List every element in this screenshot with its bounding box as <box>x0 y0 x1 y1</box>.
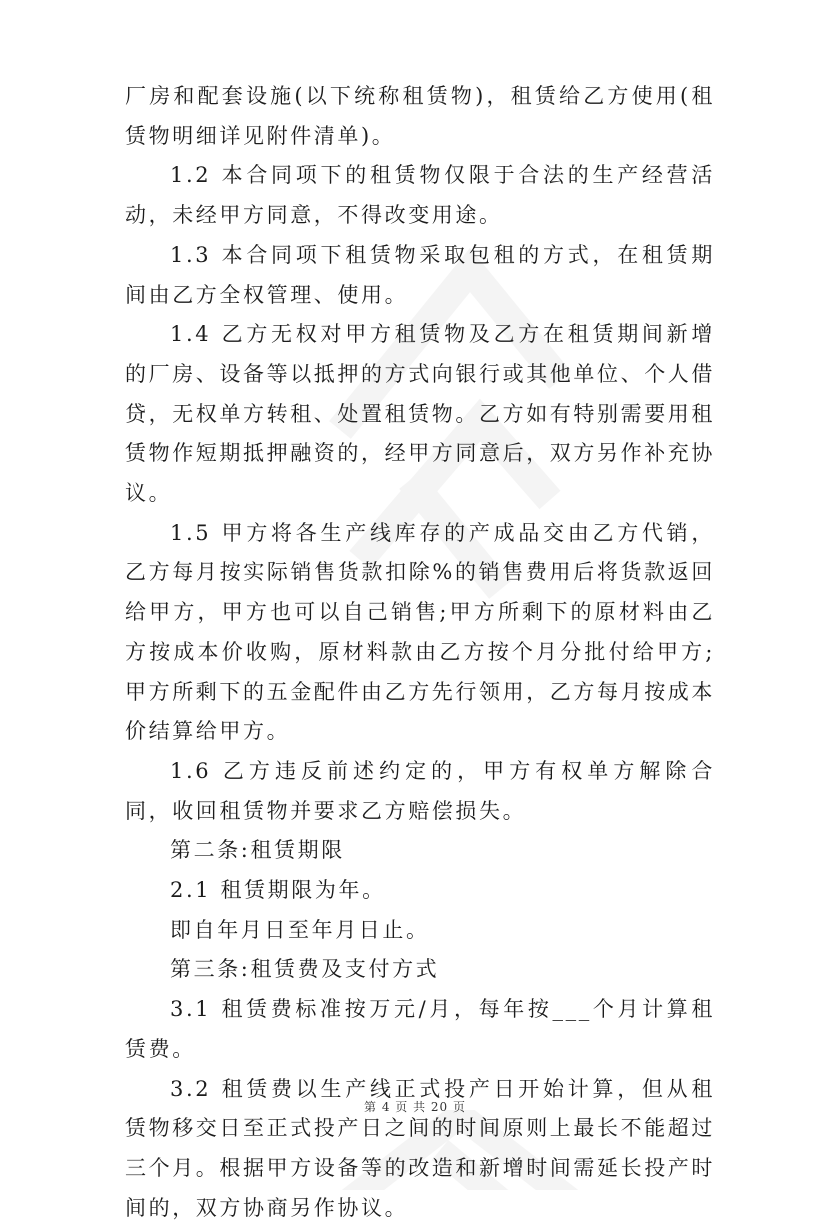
clause-3-2: 3.2 租赁费以生产线正式投产日开始计算，但从租赁物移交日至正式投产日之间的时间原则上最长不能超过三个月。根据甲方设备等的改造和新增时间需延长投产时间的，双方协商另作协议。 <box>125 1076 715 1220</box>
document-body <box>125 77 715 1228</box>
clause-1-5: 1.5 甲方将各生产线库存的产成品交由乙方代销，乙方每月按实际销售货款扣除%的销售费用后将货款返回给甲方，甲方也可以自己销售;甲方所剩下的原材料由乙方按成本价收购，原材料款由乙方按个月分批付给甲方;甲方所剩下的五金配件由乙方先行领用，乙方每月按成本价结算给甲方。 <box>125 520 715 744</box>
clause-1-3: 1.3 本合同项下租赁物采取包租的方式，在租赁期间由乙方全权管理、使用。 <box>125 242 715 307</box>
clause-2-1: 2.1 租赁期限为年。 <box>170 878 386 903</box>
clause-1-6: 1.6 乙方违反前述约定的，甲方有权单方解除合同，收回租赁物并要求乙方赔偿损失。 <box>125 758 715 823</box>
clause-2-1-dates: 即自年月日至年月日止。 <box>170 917 430 942</box>
section-heading-article-3: 第三条:租赁费及支付方式 <box>170 957 440 982</box>
clause-1-2: 1.2 本合同项下的租赁物仅限于合法的生产经营活动，未经甲方同意，不得改变用途。 <box>125 163 715 228</box>
page-number-footer: 第 4 页 共 20 页 <box>364 1100 466 1114</box>
clause-1-4: 1.4 乙方无权对甲方租赁物及乙方在租赁期间新增的厂房、设备等以抵押的方式向银行或其他单位、个人借贷，无权单方转租、处置租赁物。乙方如有特别需要用租赁物作短期抵押融资的，经甲方同意后，双方另作补充协议。 <box>125 322 715 506</box>
clause-3-1: 3.1 租赁费标准按万元/月，每年按___个月计算租赁费。 <box>125 997 715 1061</box>
paragraph-continuation: 厂房和配套设施(以下统称租赁物)，租赁给乙方使用(租赁物明细详见附件清单)。 <box>125 84 715 148</box>
section-heading-article-2: 第二条:租赁期限 <box>170 838 345 863</box>
